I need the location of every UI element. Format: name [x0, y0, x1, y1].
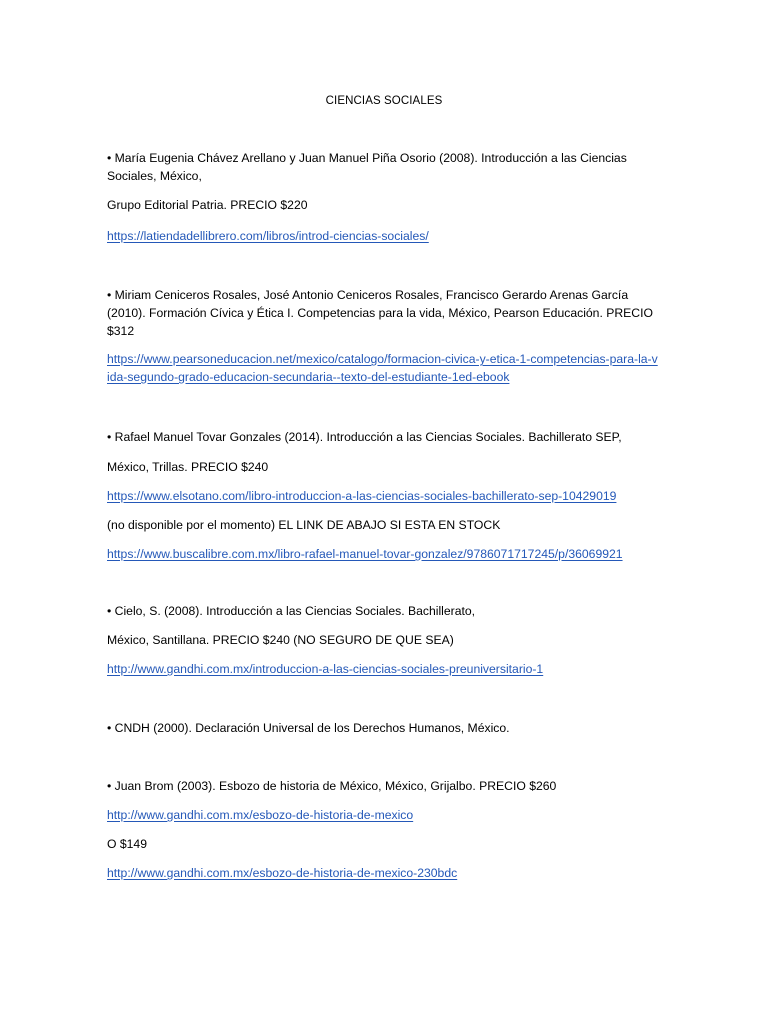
entry-4-link-wrap: [107, 660, 667, 678]
entry-6-link-1-wrap: [107, 806, 667, 824]
entry-4-link[interactable]: http://www.gandhi.com.mx/introduccion-a-las-ciencias-sociales-preuniversitario-1: [107, 662, 544, 676]
entry-2-link-wrap: [107, 350, 659, 386]
entry-1-citation: • María Eugenia Chávez Arellano y Juan Manuel Piña Osorio (2008). Introducción a las Ciencias Sociales, México,: [107, 151, 627, 183]
entry-3-link-1[interactable]: https://www.elsotano.com/libro-introduccion-a-las-ciencias-sociales-bachillerato-sep-10429019: [107, 489, 617, 503]
document-title: CIENCIAS SOCIALES: [325, 95, 443, 107]
entry-3-publisher-price: México, Trillas. PRECIO $240: [107, 460, 269, 474]
entry-6-link-1[interactable]: http://www.gandhi.com.mx/esbozo-de-historia-de-mexico: [107, 808, 414, 822]
entry-6-alt-price: O $149: [107, 837, 147, 851]
entry-4-publisher-price: México, Santillana. PRECIO $240 (NO SEGURO DE QUE SEA): [107, 633, 454, 647]
entry-3-stock-note: (no disponible por el momento) EL LINK DE ABAJO SI ESTA EN STOCK: [107, 518, 501, 532]
entry-3-link-2[interactable]: https://www.buscalibre.com.mx/libro-rafael-manuel-tovar-gonzalez/9786071717245/p/36069921: [107, 547, 623, 561]
entry-6-citation: • Juan Brom (2003). Esbozo de historia de México, México, Grijalbo. PRECIO $260: [107, 779, 557, 793]
entry-4-citation: • Cielo, S. (2008). Introducción a las Ciencias Sociales. Bachillerato,: [107, 604, 476, 618]
entry-6-link-2-wrap: [107, 864, 667, 882]
entry-3-link-1-wrap: [107, 487, 667, 505]
entry-1-link-wrap: [107, 227, 667, 245]
entry-6-link-2[interactable]: http://www.gandhi.com.mx/esbozo-de-historia-de-mexico-230bdc: [107, 866, 458, 880]
entry-2-citation: • Miriam Ceniceros Rosales, José Antonio Ceniceros Rosales, Francisco Gerardo Arenas García (2010). Formación Cívica y Ética I. Competencias para la vida, México, Pearson Educación. PRECIO $312: [107, 288, 653, 338]
entry-1-link[interactable]: https://latiendadellibrero.com/libros/introd-ciencias-sociales/: [107, 229, 429, 243]
entry-3-link-2-wrap: [107, 545, 667, 563]
entry-5-citation: • CNDH (2000). Declaración Universal de los Derechos Humanos, México.: [107, 721, 510, 735]
entry-1-publisher-price: Grupo Editorial Patria. PRECIO $220: [107, 198, 308, 212]
entry-3-citation: • Rafael Manuel Tovar Gonzales (2014). Introducción a las Ciencias Sociales. Bachillerato SEP,: [107, 430, 622, 444]
entry-2-link[interactable]: https://www.pearsoneducacion.net/mexico/catalogo/formacion-civica-y-etica-1-competencias-para-la-vida-segundo-grado-educacion-secundaria--texto-del-estudiante-1ed-ebook: [107, 352, 658, 384]
